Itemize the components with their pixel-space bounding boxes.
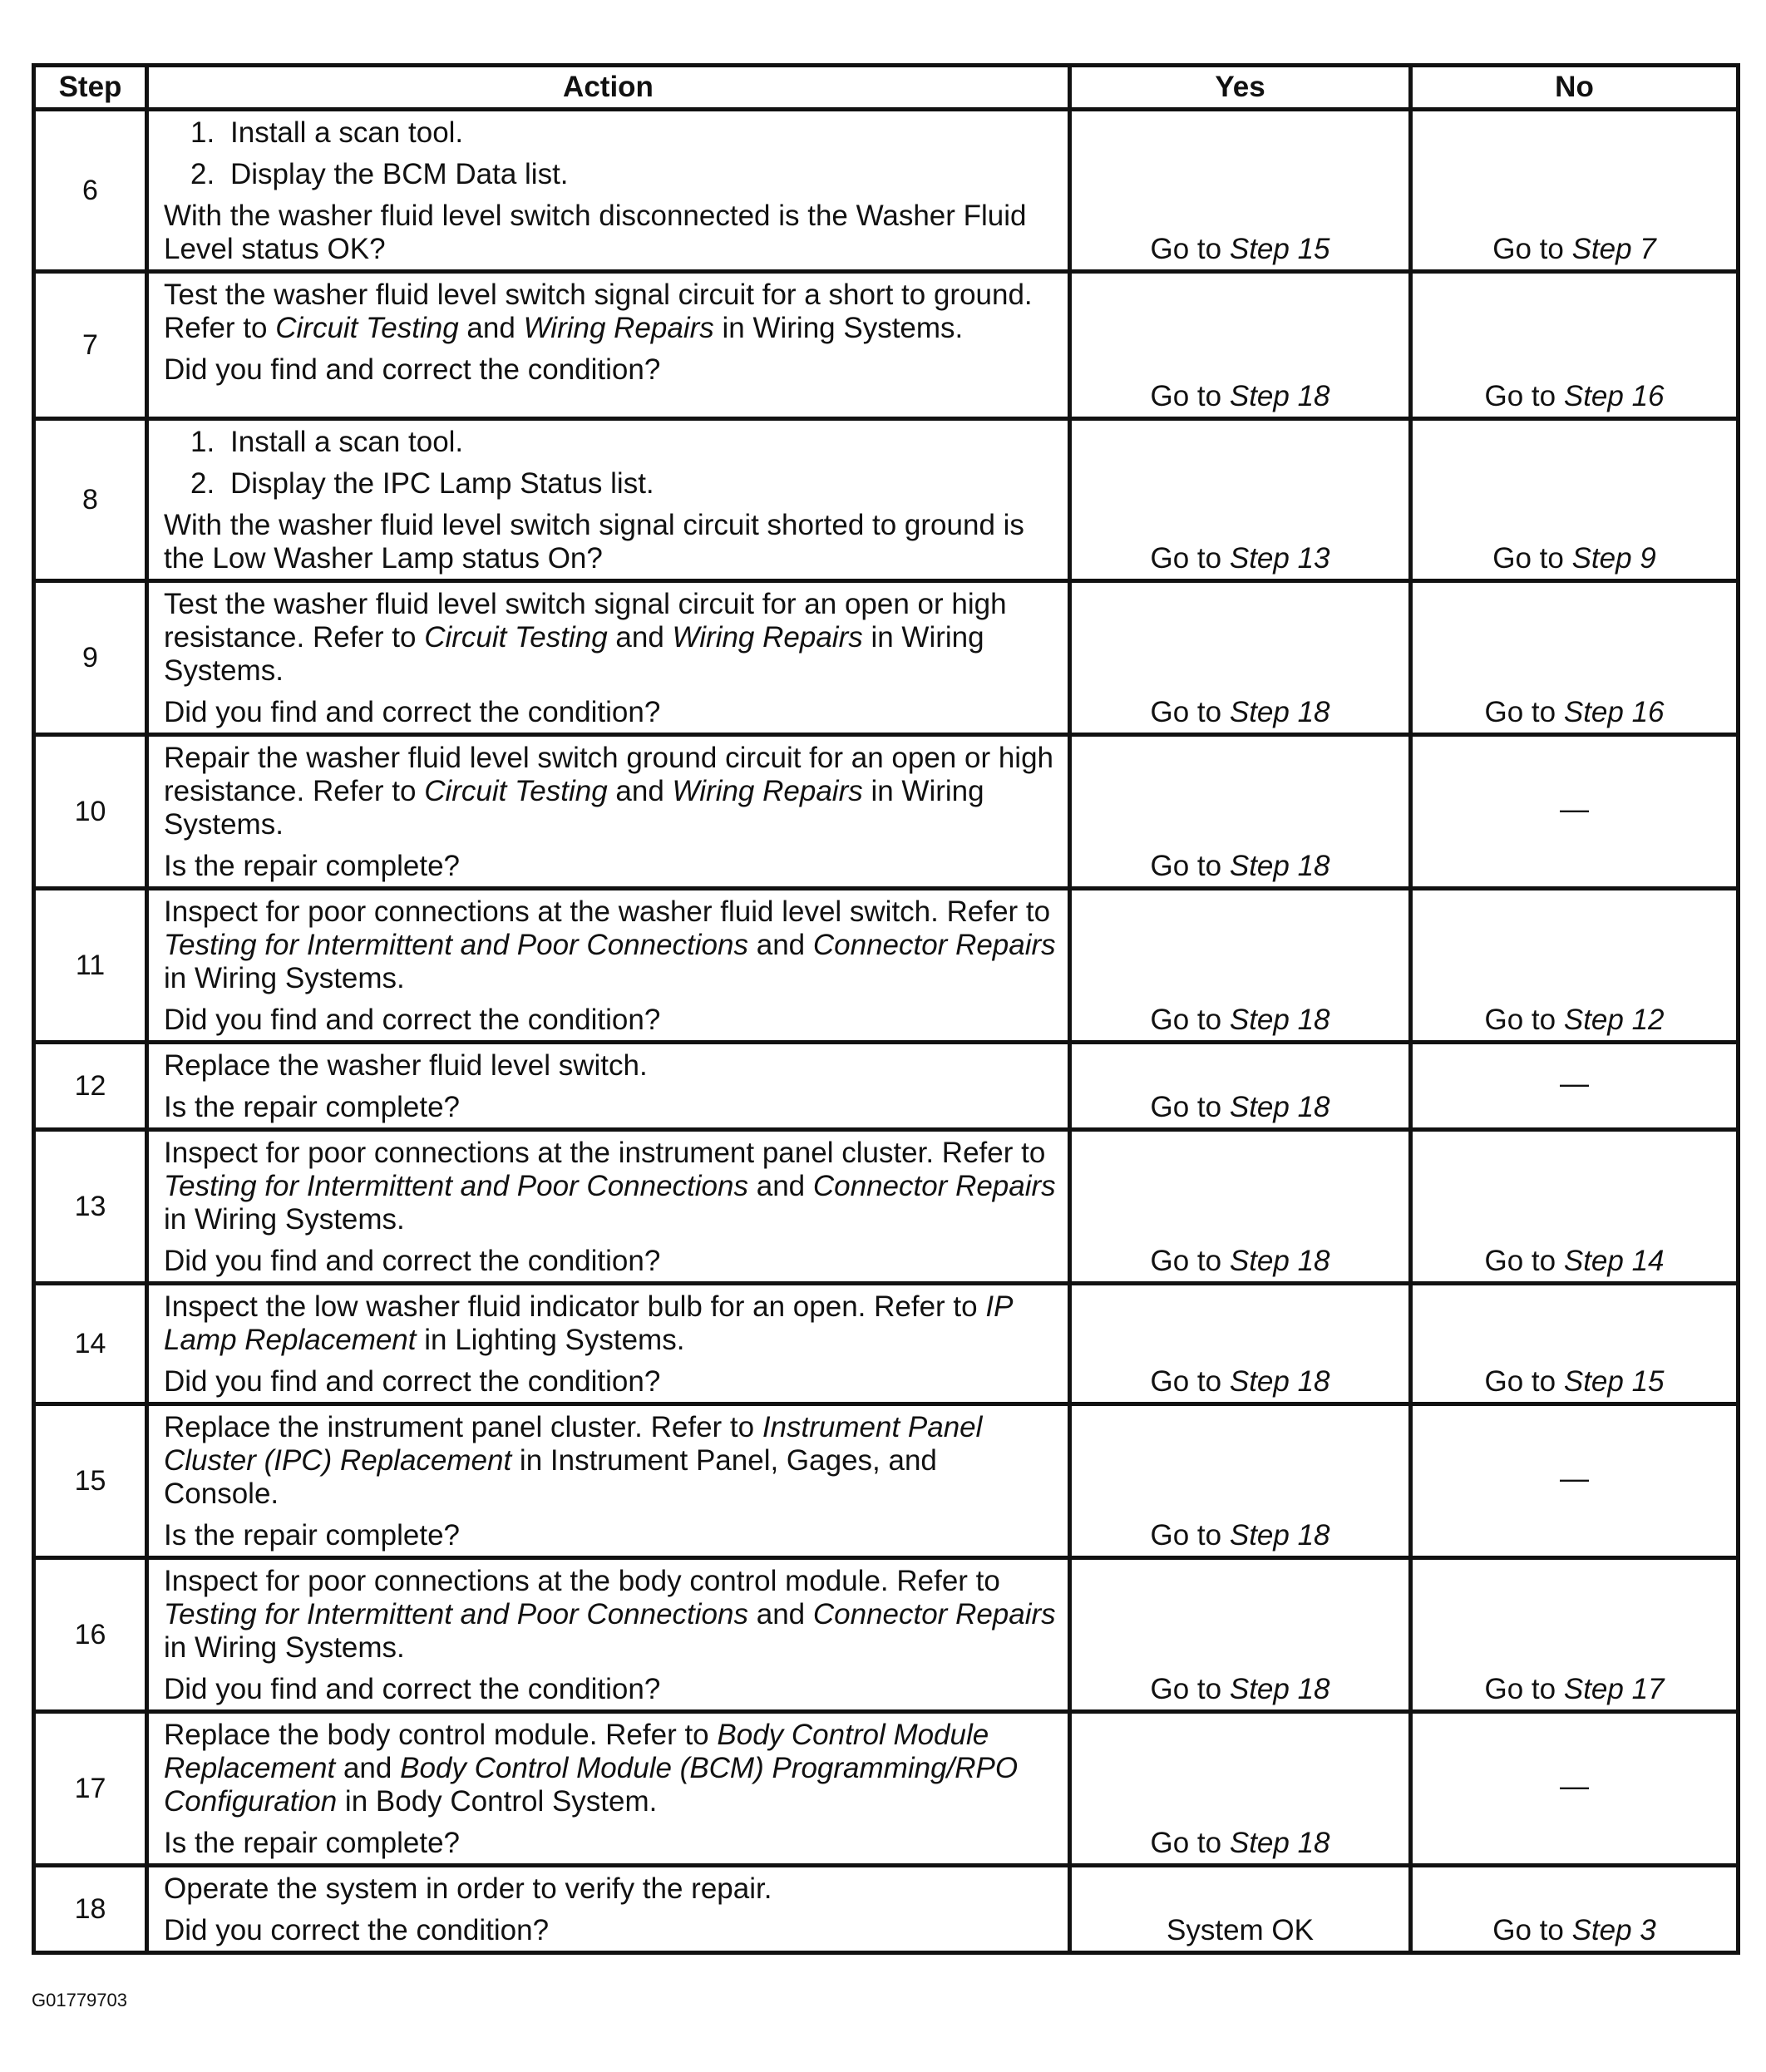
no-goto-label: Go to bbox=[1484, 380, 1556, 412]
table-row bbox=[34, 1558, 1739, 1712]
no-goto-label: Go to bbox=[1484, 1004, 1556, 1036]
action-question: Did you find and correct the condition? bbox=[164, 1365, 661, 1398]
reference-title: Instrument Panel Cluster (IPC) Replacement bbox=[164, 1411, 983, 1477]
yes-step-link: Step 15 bbox=[1229, 233, 1330, 265]
action-text bbox=[164, 1290, 1058, 1357]
yes-cell bbox=[1070, 1284, 1411, 1404]
reference-title: Wiring Repairs bbox=[523, 312, 714, 344]
no-action-dash: — bbox=[1560, 793, 1589, 826]
yes-cell bbox=[1070, 1712, 1411, 1866]
action-text-segment: in Body Control System. bbox=[337, 1785, 658, 1818]
reference-title: Connector Repairs bbox=[812, 1170, 1056, 1202]
yes-goto-label: Go to bbox=[1150, 1091, 1222, 1123]
yes-cell bbox=[1070, 1404, 1411, 1558]
action-cell bbox=[147, 735, 1070, 889]
action-list-item bbox=[190, 116, 1058, 150]
action-text-segment: and bbox=[335, 1752, 401, 1784]
list-number: 2. bbox=[190, 467, 215, 500]
action-question: Did you find and correct the condition? bbox=[164, 1245, 661, 1277]
action-list-item bbox=[190, 158, 1058, 191]
action-question: Did you find and correct the condition? bbox=[164, 353, 661, 386]
action-text-segment: in Wiring Systems. bbox=[164, 1203, 405, 1236]
list-text: Install a scan tool. bbox=[230, 426, 464, 458]
table-row bbox=[34, 735, 1739, 889]
action-cell bbox=[147, 1130, 1070, 1284]
no-goto-label: Go to bbox=[1484, 1673, 1556, 1705]
yes-cell bbox=[1070, 110, 1411, 272]
yes-step-link: Step 18 bbox=[1229, 1245, 1330, 1277]
yes-cell bbox=[1070, 889, 1411, 1043]
no-cell bbox=[1411, 1712, 1739, 1866]
action-cell bbox=[147, 1043, 1070, 1130]
action-text-segment: in Wiring Systems. bbox=[164, 621, 984, 687]
action-text-segment: Repair the washer fluid level switch ground circuit for an open or high resistance. Refer to bbox=[164, 742, 1054, 807]
action-question: With the washer fluid level switch signal circuit shorted to ground is the Low Washer Lamp status On? bbox=[164, 509, 1024, 575]
no-cell bbox=[1411, 1404, 1739, 1558]
yes-cell bbox=[1070, 1043, 1411, 1130]
yes-goto-label: Go to bbox=[1150, 233, 1222, 265]
action-question: Is the repair complete? bbox=[164, 1519, 461, 1552]
action-text-segment: in Wiring Systems. bbox=[713, 312, 964, 344]
action-text bbox=[164, 588, 1058, 688]
action-text-segment: in Wiring Systems. bbox=[164, 775, 984, 841]
action-cell bbox=[147, 419, 1070, 581]
yes-goto-label: Go to bbox=[1150, 1827, 1222, 1859]
action-text-segment: Inspect for poor connections at the body control module. Refer to bbox=[164, 1565, 1000, 1597]
table-row bbox=[34, 1284, 1739, 1404]
header-yes: Yes bbox=[1070, 66, 1411, 110]
diagnostic-table bbox=[32, 63, 1740, 1955]
action-text bbox=[164, 1565, 1058, 1665]
no-action-dash: — bbox=[1560, 1770, 1589, 1803]
no-cell bbox=[1411, 735, 1739, 889]
action-text-segment: and bbox=[748, 929, 813, 961]
list-number: 1. bbox=[190, 426, 215, 458]
yes-step-link: Step 18 bbox=[1229, 696, 1330, 728]
action-question: Is the repair complete? bbox=[164, 1091, 461, 1123]
table-row bbox=[34, 272, 1739, 419]
step-number: 18 bbox=[34, 1866, 147, 1953]
action-text-segment: Inspect the low washer fluid indicator bulb for an open. Refer to bbox=[164, 1290, 986, 1323]
no-step-link: Step 7 bbox=[1571, 233, 1656, 265]
reference-title: Circuit Testing bbox=[275, 312, 459, 344]
action-text-segment: in Wiring Systems. bbox=[164, 962, 405, 994]
action-question: With the washer fluid level switch disconnected is the Washer Fluid Level status OK? bbox=[164, 200, 1027, 265]
list-number: 2. bbox=[190, 158, 215, 190]
yes-goto-label: Go to bbox=[1150, 380, 1222, 412]
yes-cell bbox=[1070, 1130, 1411, 1284]
action-list-item bbox=[190, 467, 1058, 501]
yes-cell bbox=[1070, 581, 1411, 735]
yes-step-link: Step 18 bbox=[1229, 1004, 1330, 1036]
no-cell bbox=[1411, 889, 1739, 1043]
action-question: Did you correct the condition? bbox=[164, 1914, 550, 1946]
yes-goto-label: Go to bbox=[1150, 1245, 1222, 1277]
action-question: Is the repair complete? bbox=[164, 850, 461, 882]
step-number: 13 bbox=[34, 1130, 147, 1284]
yes-goto-label: Go to bbox=[1150, 1519, 1222, 1552]
action-cell bbox=[147, 272, 1070, 419]
yes-cell bbox=[1070, 272, 1411, 419]
reference-title: Testing for Intermittent and Poor Connections bbox=[164, 1170, 748, 1202]
table-row bbox=[34, 110, 1739, 272]
no-cell bbox=[1411, 1130, 1739, 1284]
step-number: 10 bbox=[34, 735, 147, 889]
no-action-dash: — bbox=[1560, 1463, 1589, 1495]
list-number: 1. bbox=[190, 116, 215, 149]
action-text-segment: and bbox=[458, 312, 524, 344]
no-step-link: Step 3 bbox=[1571, 1914, 1656, 1946]
step-number: 17 bbox=[34, 1712, 147, 1866]
no-action-dash: — bbox=[1560, 1068, 1589, 1100]
action-text-segment: Inspect for poor connections at the instrument panel cluster. Refer to bbox=[164, 1137, 1046, 1169]
yes-step-link: Step 18 bbox=[1229, 380, 1330, 412]
no-step-link: Step 16 bbox=[1563, 696, 1665, 728]
yes-cell bbox=[1070, 419, 1411, 581]
table-row bbox=[34, 581, 1739, 735]
action-cell bbox=[147, 581, 1070, 735]
action-text-segment: in Instrument Panel, Gages, and Console. bbox=[164, 1444, 937, 1510]
table-row bbox=[34, 889, 1739, 1043]
yes-step-link: Step 18 bbox=[1229, 850, 1330, 882]
action-text-segment: in Wiring Systems. bbox=[164, 1631, 405, 1664]
action-text bbox=[164, 279, 1058, 345]
action-text bbox=[164, 1137, 1058, 1236]
reference-title: Body Control Module (BCM) Programming/RPO Configuration bbox=[164, 1752, 1019, 1818]
action-text-segment: and bbox=[748, 1170, 813, 1202]
yes-step-link: Step 18 bbox=[1229, 1519, 1330, 1552]
step-number: 15 bbox=[34, 1404, 147, 1558]
action-text-segment: Replace the instrument panel cluster. Refer to bbox=[164, 1411, 762, 1443]
yes-cell bbox=[1070, 1866, 1411, 1953]
action-question: Did you find and correct the condition? bbox=[164, 1004, 661, 1036]
no-step-link: Step 14 bbox=[1563, 1245, 1665, 1277]
step-number: 9 bbox=[34, 581, 147, 735]
step-number: 7 bbox=[34, 272, 147, 419]
yes-goto-label: Go to bbox=[1150, 542, 1222, 575]
step-number: 16 bbox=[34, 1558, 147, 1712]
action-text-segment: Inspect for poor connections at the washer fluid level switch. Refer to bbox=[164, 895, 1051, 928]
yes-step-link: Step 18 bbox=[1229, 1091, 1330, 1123]
table-row bbox=[34, 1043, 1739, 1130]
action-cell bbox=[147, 1712, 1070, 1866]
action-question: Did you find and correct the condition? bbox=[164, 696, 661, 728]
no-cell bbox=[1411, 1284, 1739, 1404]
list-text: Display the IPC Lamp Status list. bbox=[230, 467, 654, 500]
no-goto-label: Go to bbox=[1492, 1914, 1564, 1946]
action-question: Did you find and correct the condition? bbox=[164, 1673, 661, 1705]
yes-goto-label: Go to bbox=[1150, 1673, 1222, 1705]
no-step-link: Step 15 bbox=[1563, 1365, 1665, 1398]
no-cell bbox=[1411, 581, 1739, 735]
list-text: Display the BCM Data list. bbox=[230, 158, 569, 190]
yes-step-link: Step 18 bbox=[1229, 1365, 1330, 1398]
header-action: Action bbox=[147, 66, 1070, 110]
action-text bbox=[164, 1872, 1058, 1906]
action-text-segment: in Lighting Systems. bbox=[416, 1324, 685, 1356]
no-step-link: Step 16 bbox=[1563, 380, 1665, 412]
figure-id: G01779703 bbox=[32, 1990, 127, 2010]
no-step-link: Step 17 bbox=[1563, 1673, 1665, 1705]
yes-goto-label: Go to bbox=[1150, 696, 1222, 728]
no-step-link: Step 12 bbox=[1563, 1004, 1665, 1036]
action-text-segment: Replace the body control module. Refer to bbox=[164, 1719, 718, 1751]
step-number: 11 bbox=[34, 889, 147, 1043]
action-text bbox=[164, 1719, 1058, 1818]
reference-title: Testing for Intermittent and Poor Connections bbox=[164, 929, 748, 961]
step-number: 12 bbox=[34, 1043, 147, 1130]
action-text-segment: Replace the washer fluid level switch. bbox=[164, 1049, 648, 1082]
table-row bbox=[34, 1130, 1739, 1284]
action-text-segment: Test the washer fluid level switch signal circuit for an open or high resistance. Refer to bbox=[164, 588, 1007, 654]
action-cell bbox=[147, 889, 1070, 1043]
no-step-link: Step 9 bbox=[1571, 542, 1656, 575]
action-cell bbox=[147, 110, 1070, 272]
yes-goto-label: Go to bbox=[1150, 1365, 1222, 1398]
action-text-segment: Test the washer fluid level switch signal circuit for a short to ground. Refer to bbox=[164, 279, 1033, 344]
reference-title: Connector Repairs bbox=[812, 929, 1056, 961]
action-text bbox=[164, 1411, 1058, 1511]
yes-step-link: Step 18 bbox=[1229, 1673, 1330, 1705]
no-cell bbox=[1411, 1866, 1739, 1953]
reference-title: Wiring Repairs bbox=[672, 775, 863, 807]
header-step: Step bbox=[34, 66, 147, 110]
table-row bbox=[34, 419, 1739, 581]
yes-cell bbox=[1070, 1558, 1411, 1712]
list-text: Install a scan tool. bbox=[230, 116, 464, 149]
step-number: 14 bbox=[34, 1284, 147, 1404]
action-text bbox=[164, 742, 1058, 841]
action-cell bbox=[147, 1404, 1070, 1558]
yes-goto-label: Go to bbox=[1150, 850, 1222, 882]
no-cell bbox=[1411, 1558, 1739, 1712]
action-text-segment: and bbox=[607, 621, 673, 654]
table-row bbox=[34, 1712, 1739, 1866]
yes-goto-label: Go to bbox=[1150, 1004, 1222, 1036]
no-cell bbox=[1411, 272, 1739, 419]
no-goto-label: Go to bbox=[1492, 542, 1564, 575]
no-cell bbox=[1411, 1043, 1739, 1130]
reference-title: Testing for Intermittent and Poor Connections bbox=[164, 1598, 748, 1630]
action-list-item bbox=[190, 426, 1058, 459]
step-number: 8 bbox=[34, 419, 147, 581]
reference-title: IP Lamp Replacement bbox=[164, 1290, 1013, 1356]
no-cell bbox=[1411, 110, 1739, 272]
no-goto-label: Go to bbox=[1492, 233, 1564, 265]
action-cell bbox=[147, 1558, 1070, 1712]
reference-title: Circuit Testing bbox=[424, 621, 608, 654]
header-no: No bbox=[1411, 66, 1739, 110]
action-cell bbox=[147, 1284, 1070, 1404]
action-text bbox=[164, 1049, 1058, 1083]
yes-step-link: Step 18 bbox=[1229, 1827, 1330, 1859]
action-cell bbox=[147, 1866, 1070, 1953]
no-goto-label: Go to bbox=[1484, 696, 1556, 728]
table-row bbox=[34, 1866, 1739, 1953]
step-number: 6 bbox=[34, 110, 147, 272]
yes-step-link: Step 13 bbox=[1229, 542, 1330, 575]
reference-title: Connector Repairs bbox=[812, 1598, 1056, 1630]
action-text-segment: Operate the system in order to verify the repair. bbox=[164, 1872, 772, 1905]
action-text bbox=[164, 895, 1058, 995]
reference-title: Body Control Module Replacement bbox=[164, 1719, 989, 1784]
reference-title: Wiring Repairs bbox=[672, 621, 863, 654]
header-row bbox=[34, 66, 1739, 110]
no-goto-label: Go to bbox=[1484, 1245, 1556, 1277]
yes-result: System OK bbox=[1167, 1914, 1314, 1946]
no-cell bbox=[1411, 419, 1739, 581]
action-question: Is the repair complete? bbox=[164, 1827, 461, 1859]
table-row bbox=[34, 1404, 1739, 1558]
action-text-segment: and bbox=[607, 775, 673, 807]
reference-title: Circuit Testing bbox=[424, 775, 608, 807]
action-text-segment: and bbox=[748, 1598, 813, 1630]
no-goto-label: Go to bbox=[1484, 1365, 1556, 1398]
yes-cell bbox=[1070, 735, 1411, 889]
